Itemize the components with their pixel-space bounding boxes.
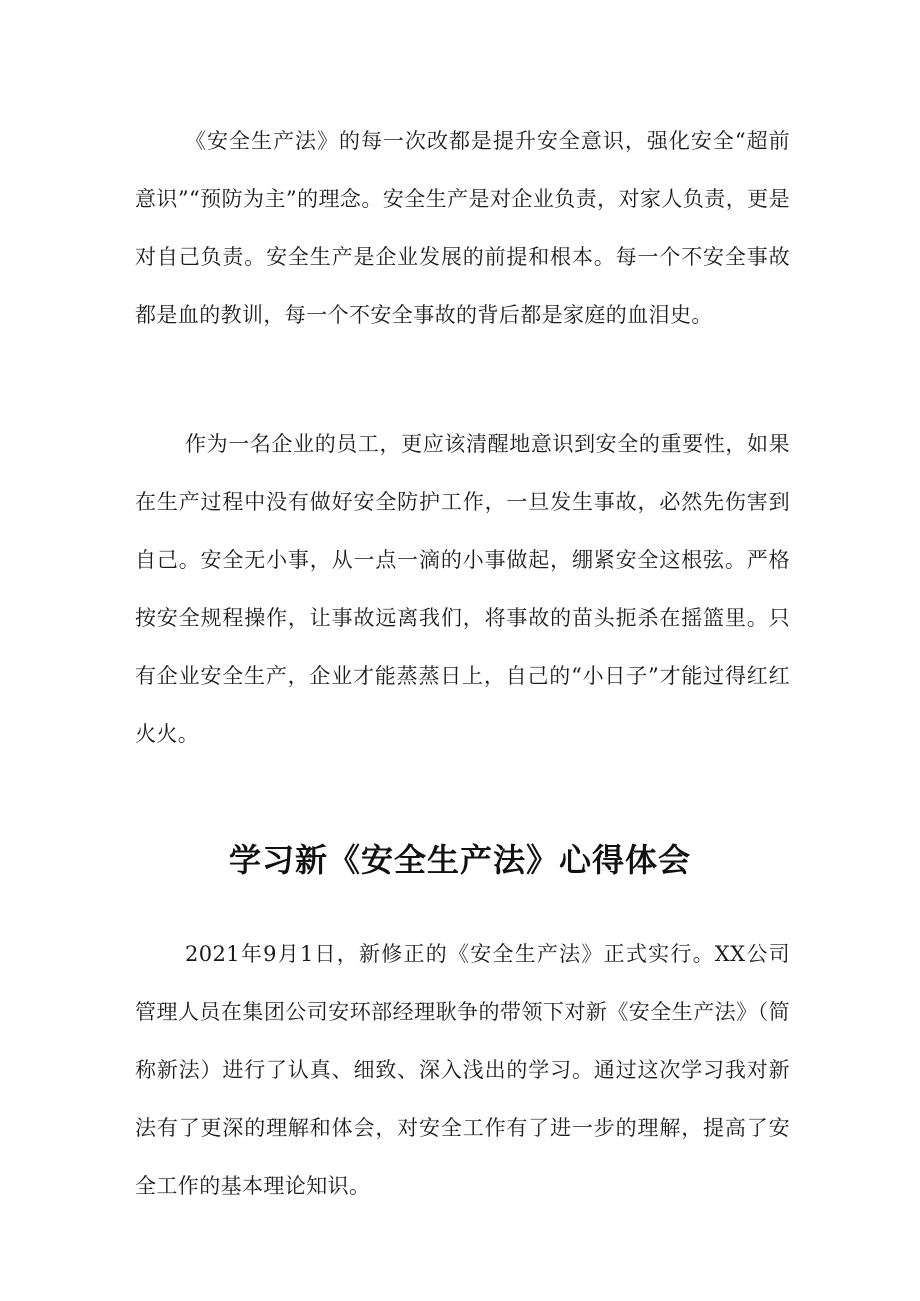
section-title: 学习新《安全生产法》心得体会 bbox=[228, 841, 691, 879]
paragraph-body: 2021年9月1日，新修正的《安全生产法》正式实行。XX公司管理人员在集团公司安环部经理耿争的带领下对新《安全生产法》（简称新法）进行了认真、细致、深入浅出的学习。通过这次学习我对新法有了更深的理解和体会，对安全工作有了进一步的理解，提高了安全工作的基本理论知识。 bbox=[135, 942, 790, 1198]
paragraph-body: 作为一名企业的员工，更应该清醒地意识到安全的重要性，如果在生产过程中没有做好安全防护工作，一旦发生事故，必然先伤害到自己。安全无小事，从一点一滴的小事做起，绷紧安全这根弦。严格按安全规程操作，让事故远离我们，将事故的苗头扼杀在摇篮里。只有企业安全生产，企业才能蒸蒸日上，自己的“小日子”才能过得红红火火。 bbox=[135, 432, 790, 746]
paragraph-body: 《安全生产法》的每一次改都是提升安全意识，强化安全“超前意识”“预防为主”的理念。安全生产是对企业负责，对家人负责，更是对自己负责。安全生产是企业发展的前提和根本。每一个不安全事故都是血的教训，每一个不安全事故的背后都是家庭的血泪史。 bbox=[135, 129, 790, 327]
